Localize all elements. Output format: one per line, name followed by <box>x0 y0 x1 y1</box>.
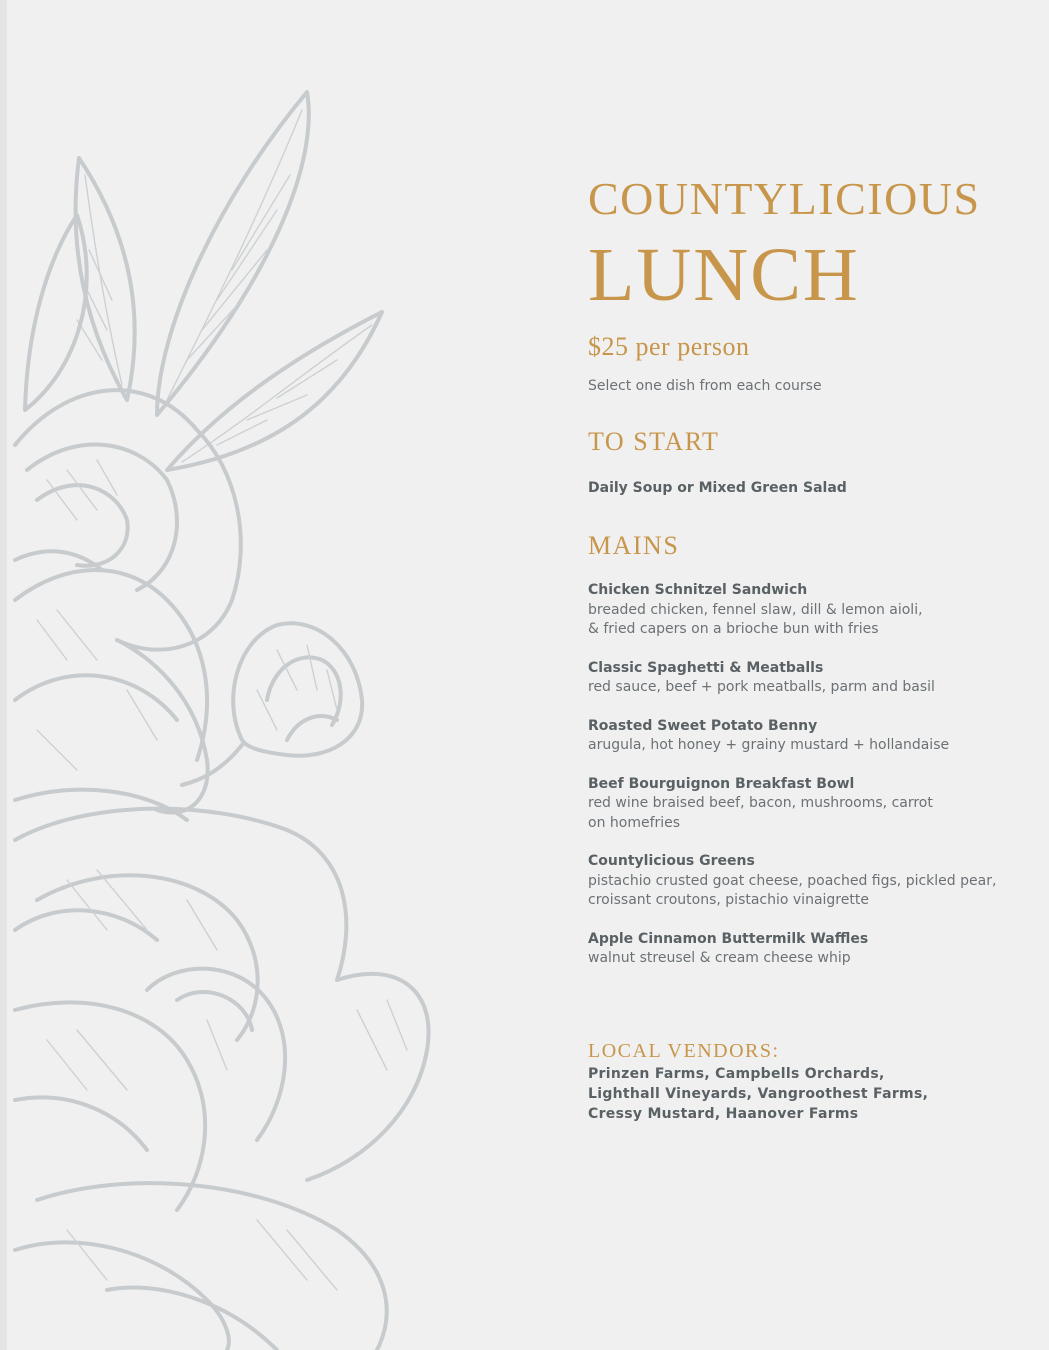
price-label: $25 per person <box>588 332 750 361</box>
vendors-line: Prinzen Farms, Campbells Orchards, <box>588 1066 885 1082</box>
dish-name: Apple Cinnamon Buttermilk Waffles <box>588 930 869 947</box>
list-item <box>588 930 1048 969</box>
list-item <box>588 659 1048 698</box>
dish-description: breaded chicken, fennel slaw, dill & lemon aioli, <box>588 601 923 618</box>
vendors-list <box>588 1064 928 1124</box>
vendors-line: Cressy Mustard, Haanover Farms <box>588 1106 859 1122</box>
dish-name: Classic Spaghetti & Meatballs <box>588 659 824 676</box>
dish-description: croissant croutons, pistachio vinaigrette <box>588 892 869 908</box>
vendors-line: Lighthall Vineyards, Vangroothest Farms, <box>588 1086 929 1102</box>
brand-title: COUNTYLICIOUS <box>588 173 981 224</box>
to-start-item: Daily Soup or Mixed Green Salad <box>588 480 847 496</box>
dish-name: Countylicious Greens <box>588 853 755 869</box>
list-item <box>588 775 1048 834</box>
dish-description: & fried capers on a brioche bun with fries <box>588 621 879 637</box>
dish-name: Chicken Schnitzel Sandwich <box>588 582 808 598</box>
dish-name: Roasted Sweet Potato Benny <box>588 717 818 734</box>
dish-description: walnut streusel & cream cheese whip <box>588 950 851 966</box>
floral-illustration <box>7 0 467 1350</box>
dish-description: arugula, hot honey + grainy mustard + hollandaise <box>588 737 950 753</box>
vendors-heading: LOCAL VENDORS: <box>588 1040 780 1062</box>
dish-description: pistachio crusted goat cheese, poached figs, pickled pear, <box>588 872 997 889</box>
dish-name: Beef Bourguignon Breakfast Bowl <box>588 775 855 792</box>
list-item <box>588 717 1048 756</box>
mains-list <box>588 581 1048 988</box>
dish-description: red sauce, beef + pork meatballs, parm and basil <box>588 679 935 695</box>
list-item <box>588 852 1048 911</box>
mains-heading: MAINS <box>588 531 680 560</box>
page-title: LUNCH <box>588 233 860 317</box>
dish-description: on homefries <box>588 814 681 831</box>
instruction-text: Select one dish from each course <box>588 378 822 394</box>
to-start-heading: TO START <box>588 427 720 456</box>
dish-description: red wine braised beef, bacon, mushrooms, carrot <box>588 795 933 811</box>
list-item <box>588 581 1048 640</box>
